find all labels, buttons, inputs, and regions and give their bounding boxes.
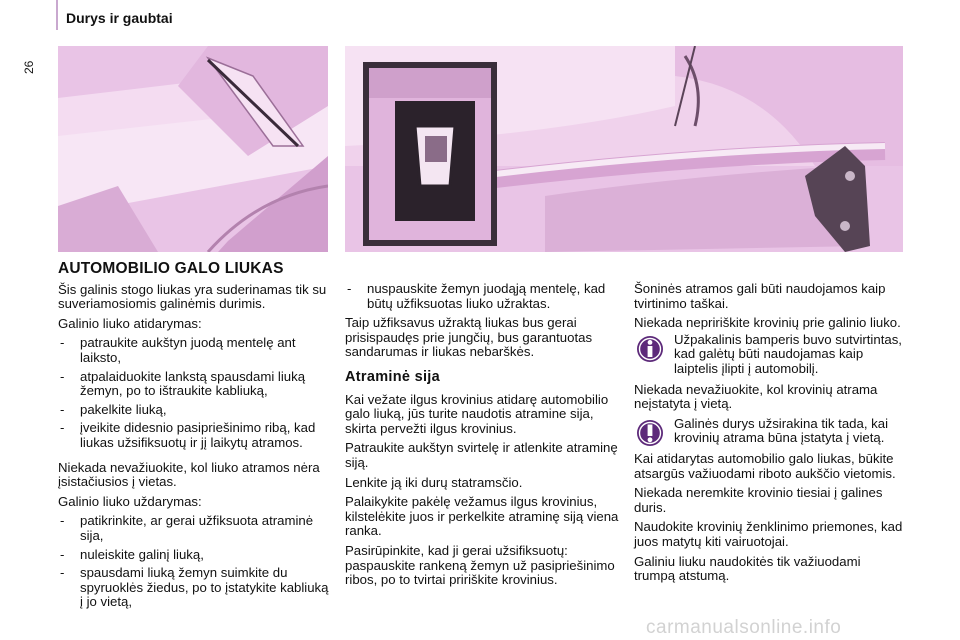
paragraph: Šoninės atramos gali būti naudojamos kaip tvirtinimo taškai. bbox=[634, 281, 886, 311]
info-note bbox=[634, 333, 904, 377]
intro-paragraph: Šis galinis stogo liukas yra suderinamas tik su suveriamosiomis galinėmis durimis. bbox=[58, 281, 327, 312]
list-item: - atpalaiduokite lankstą spausdami liuką žemyn, po to ištraukite kabliuką, bbox=[58, 370, 330, 399]
paragraph: Galiniu liuku naudokitės tik važiuodami trumpą atstumą. bbox=[634, 553, 861, 584]
paragraph: Naudokite krovinių ženklinimo priemones, kad juos matytų kiti vairuotojai. bbox=[634, 519, 903, 549]
paragraph: Patraukite aukštyn svirtelę ir atlenkite atraminę siją. bbox=[345, 440, 618, 470]
closing-title: Galinio liuko uždarymas: bbox=[58, 493, 202, 509]
section-heading-rear-hatch: AUTOMOBILIO GALO LIUKAS bbox=[58, 260, 284, 277]
opening-steps-list bbox=[58, 336, 330, 450]
opening-title: Galinio liuko atidarymas: bbox=[58, 315, 202, 331]
list-item: - nuleiskite galinį liuką, bbox=[58, 548, 330, 563]
paragraph: Niekada nevažiuokite, kol krovinių atrama neįstatyta į vietą. bbox=[634, 381, 878, 412]
roof-hatch-illustration bbox=[58, 46, 328, 252]
warning-icon bbox=[636, 419, 664, 447]
paragraph: Niekada neremkite krovinio tiesiai į galines duris. bbox=[634, 485, 883, 515]
section-heading-load-bar: Atraminė sija bbox=[345, 368, 440, 385]
list-item: - patraukite aukštyn juodą mentelę ant laiksto, bbox=[58, 336, 330, 365]
header-accent-bar bbox=[56, 0, 58, 30]
paragraph: Pasirūpinkite, kad ji gerai užsifiksuotų: paspauskite rankeną žemyn už pasipriešinimo ribos, po to tvirtai pririškite krovinius. bbox=[345, 542, 615, 588]
column-right bbox=[634, 282, 904, 589]
list-item: - įveikite didesnio pasipriešinimo ribą, kad liukas užsifiksuotų ir jį laikytų atramos. bbox=[58, 421, 330, 450]
column-middle bbox=[345, 282, 620, 593]
closing-steps-list bbox=[58, 514, 330, 610]
list-item: - pakelkite liuką, bbox=[58, 403, 330, 418]
section-title: Durys ir gaubtai bbox=[66, 10, 173, 26]
info-note-text: Užpakalinis bamperis buvo sutvirtintas, kad galėtų būti naudojamas kaip laiptelis įlipti į automobilį. bbox=[674, 331, 902, 376]
paragraph: Kai atidarytas automobilio galo liukas, būkite atsargūs važiuodami riboto aukščio vietomis. bbox=[634, 450, 896, 481]
warning-note-text: Galinės durys užsirakina tik tada, kai krovinių atrama būna įstatyta į vietą. bbox=[674, 415, 889, 446]
paragraph: Palaikykite pakėlę vežamus ilgus krovinius, kilstelėkite juos ir perkelkite atraminę siją viena ranka. bbox=[345, 494, 619, 539]
paragraph: Taip užfiksavus užraktą liukas bus gerai prisispaudęs prie jungčių, bus garantuotas sandarumas ir liukas nebarškės. bbox=[345, 315, 593, 360]
load-bar-illustration bbox=[345, 46, 903, 252]
column-left bbox=[58, 262, 330, 615]
list-item: - nuspauskite žemyn juodąją mentelę, kad būtų užfiksuotas liuko užraktas. bbox=[345, 282, 620, 311]
warning-note bbox=[634, 417, 904, 446]
list-item: - patikrinkite, ar gerai užfiksuota atraminė sija, bbox=[58, 514, 330, 543]
watermark: carmanualsonline.info bbox=[646, 617, 842, 638]
page-number: 26 bbox=[22, 60, 36, 74]
warning-paragraph: Niekada nevažiuokite, kol liuko atramos nėra įsistačiusios į vietas. bbox=[58, 459, 320, 490]
paragraph: Kai vežate ilgus krovinius atidarę automobilio galo liuką, jūs turite naudotis atramine sija, skirta pervežti ilgus krovinius. bbox=[345, 391, 609, 436]
paragraph: Niekada nepririškite krovinių prie galinio liuko. bbox=[634, 315, 901, 331]
info-icon bbox=[636, 335, 664, 363]
list-item: - spausdami liuką žemyn suimkite du spyruoklės žiedus, po to įstatykite kabliuką į jo vietą, bbox=[58, 566, 330, 610]
closing-steps-continued bbox=[345, 282, 620, 311]
paragraph: Lenkite ją iki durų statramsčio. bbox=[345, 474, 523, 490]
